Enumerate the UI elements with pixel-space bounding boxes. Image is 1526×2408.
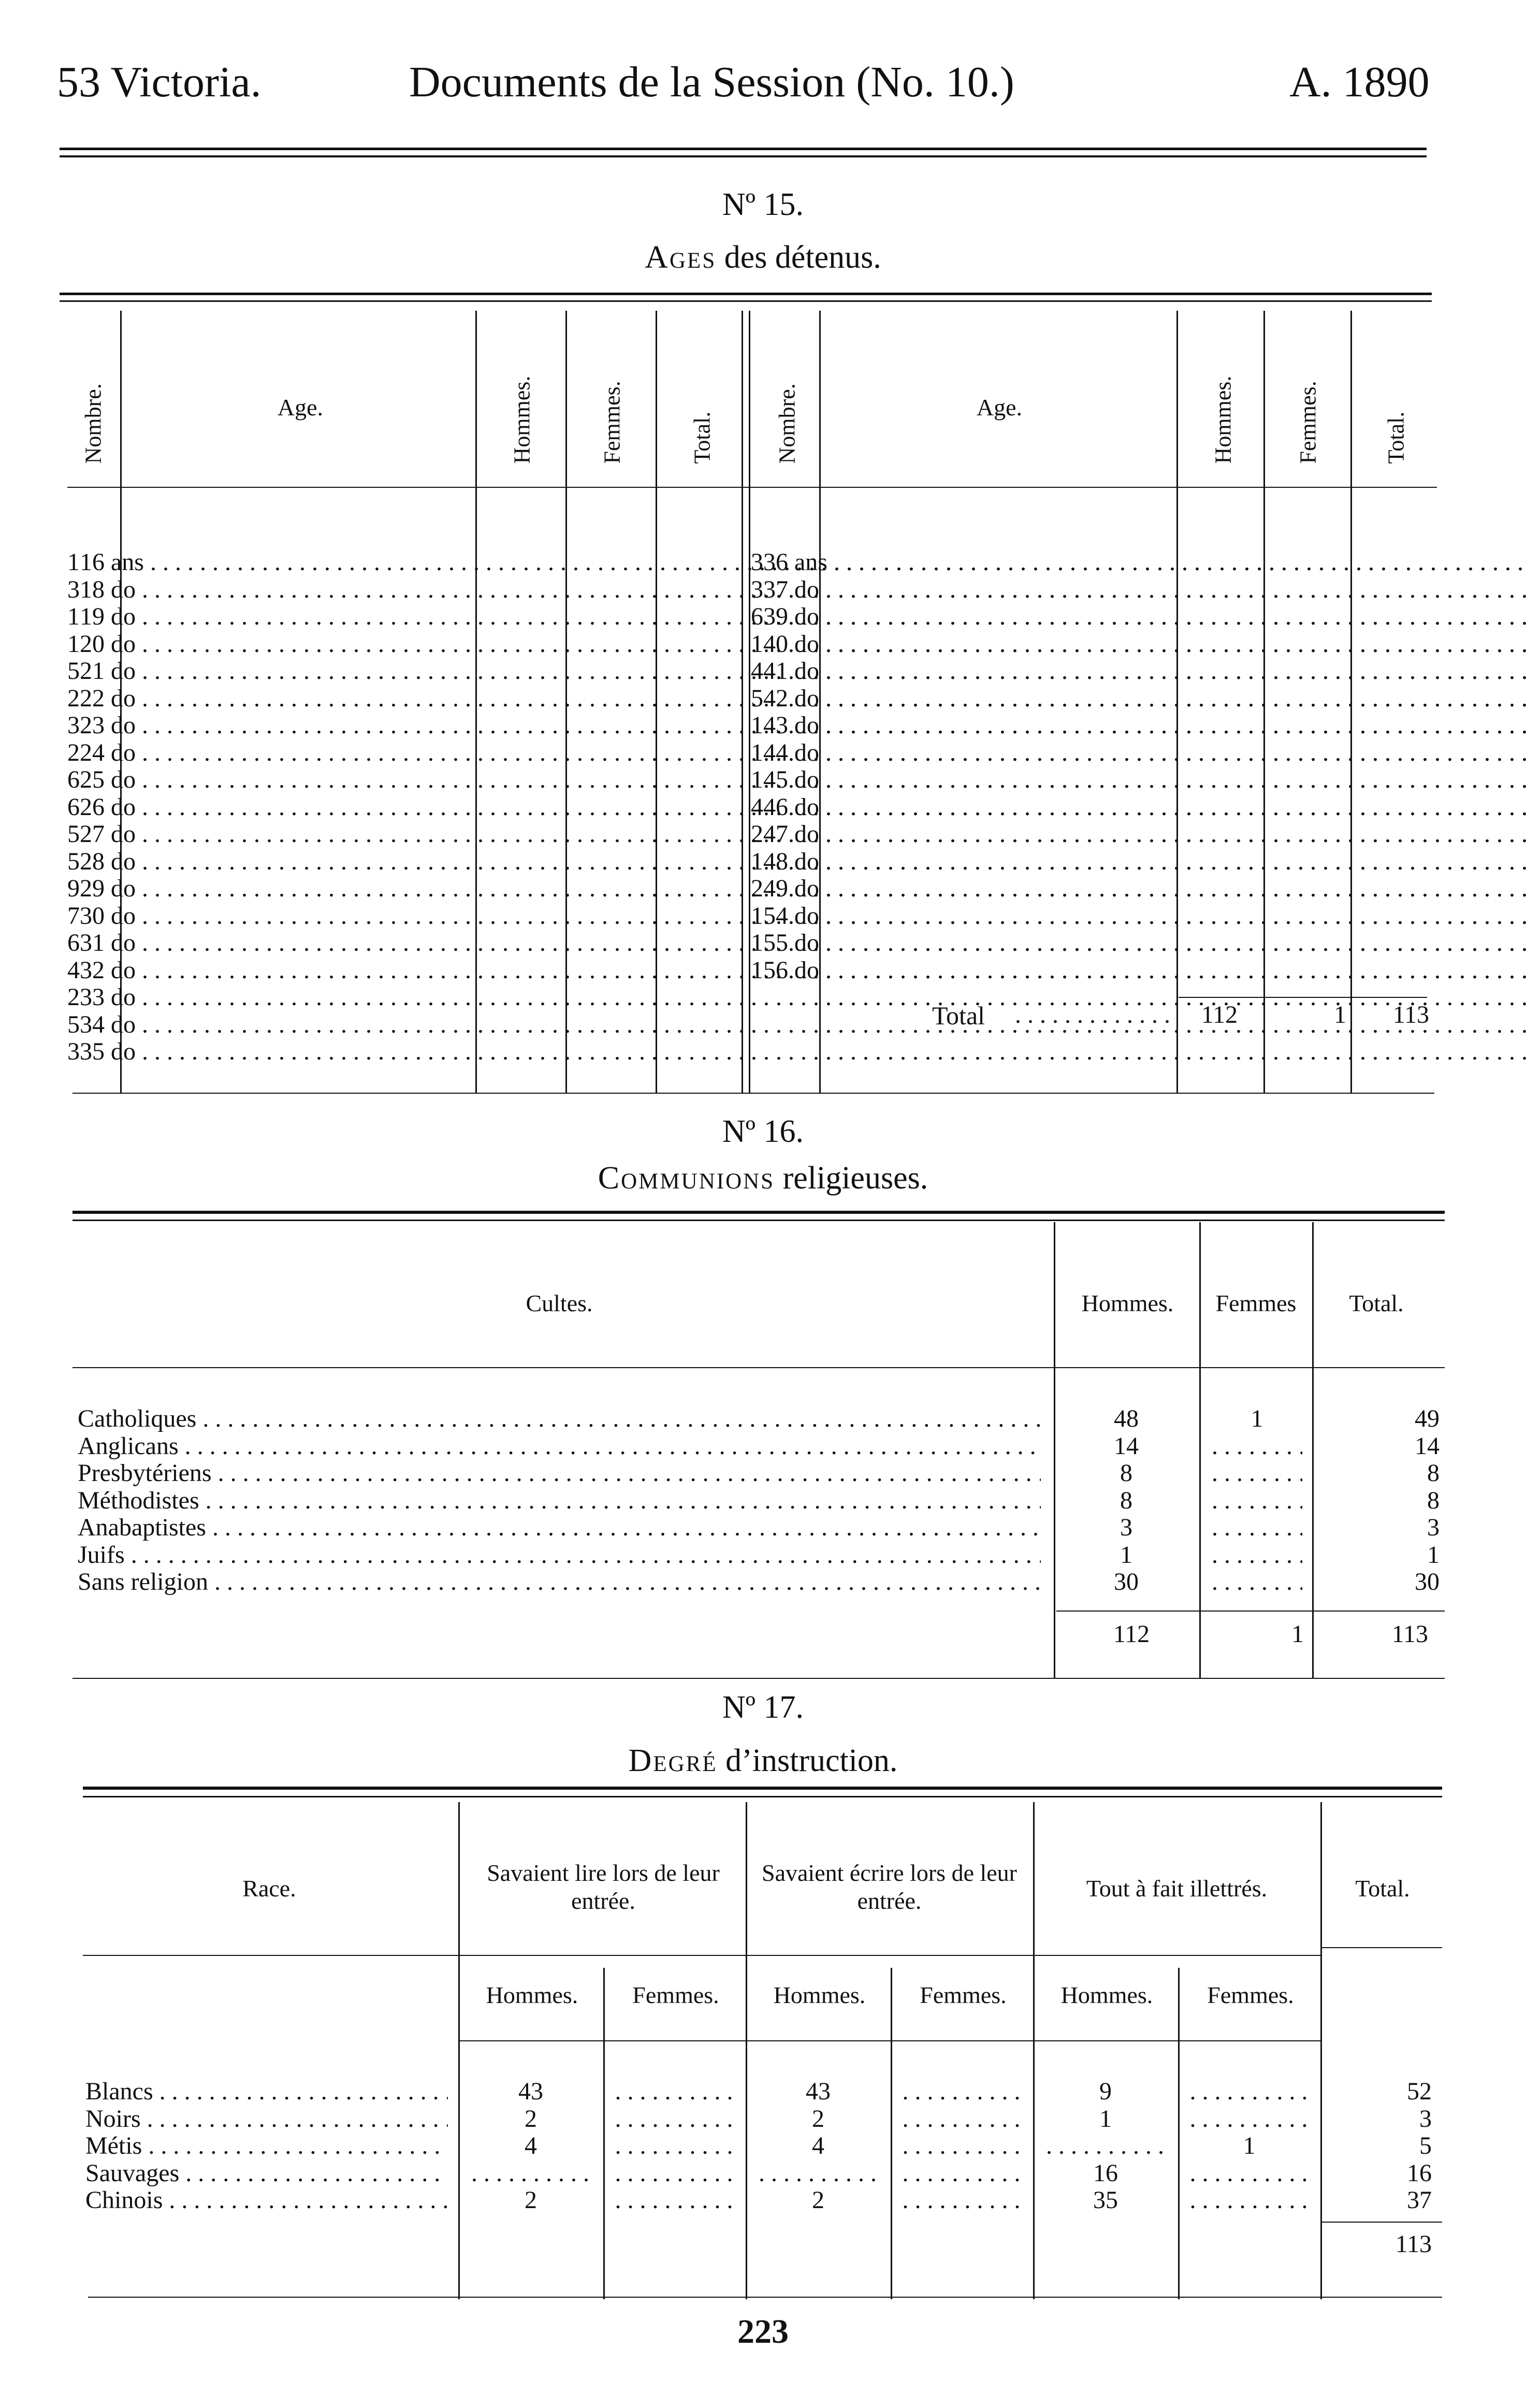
t17-vline xyxy=(1320,1802,1322,2299)
table17-subhead-underline xyxy=(458,2040,1320,2041)
age-cell: 18 do . . . xyxy=(80,576,1526,604)
table16-head-hommes: Hommes. xyxy=(1081,1290,1174,1316)
table16-title-sc: Communions xyxy=(598,1161,775,1196)
nombre-cell: 3 xyxy=(751,548,763,576)
age-cell: 55 do . . . xyxy=(763,930,1526,957)
nombre-cell: 5 xyxy=(67,820,80,848)
illettres-hommes-cell xyxy=(1033,2133,1178,2160)
ecrire-hommes-cell: 4 xyxy=(812,2132,824,2159)
table16-total-total: 113 xyxy=(1391,1620,1428,1648)
table15-number: Nº 15. xyxy=(722,187,804,222)
table15-right-row xyxy=(751,930,1526,957)
total-cell: 16 xyxy=(1407,2159,1432,2187)
nombre-cell: 3 xyxy=(67,575,80,603)
table16-head-femmes: Femmes xyxy=(1215,1290,1297,1316)
age-cell: 32 do . . . xyxy=(80,957,1526,984)
age-cell: 39 do . . . xyxy=(763,603,1526,631)
table15-bottom-rule xyxy=(72,1093,1434,1094)
table16-total-femmes: 1 xyxy=(1291,1620,1304,1648)
femmes-cell xyxy=(1201,1514,1313,1542)
hommes-cell: 3 xyxy=(1120,1514,1132,1541)
lire-femmes-cell xyxy=(603,2133,746,2160)
table15-title-sc: Ages xyxy=(645,240,717,275)
nombre-cell: 1 xyxy=(751,630,763,658)
lire-hommes-cell: 43 xyxy=(518,2078,543,2105)
table15-total-dots xyxy=(1015,1000,1170,1029)
femmes-cell xyxy=(1201,1487,1313,1515)
page-number: 223 xyxy=(737,2313,789,2351)
total-cell: 14 xyxy=(1415,1432,1440,1460)
table17-sub-femmes-illettres: Femmes. xyxy=(1207,1982,1294,2008)
header-left: 53 Victoria. xyxy=(57,58,261,106)
nombre-cell: 6 xyxy=(67,766,80,793)
femmes-cell xyxy=(1201,1433,1313,1460)
nombre-cell: 1 xyxy=(67,548,80,576)
femmes-cell xyxy=(1201,1569,1313,1596)
age-cell: 41 do . . . xyxy=(763,658,1526,685)
table15-right-row xyxy=(751,658,1526,685)
age-cell: 48 do . . . xyxy=(763,848,1526,876)
lire-hommes-cell: 2 xyxy=(525,2105,537,2133)
age-cell: 56 do . . . xyxy=(763,957,1526,984)
culte-cell: Anabaptistes . . . xyxy=(78,1514,1051,1542)
table15-rule-top2 xyxy=(60,300,1432,302)
table16-row xyxy=(78,1514,1440,1542)
table15-right-row xyxy=(751,549,1526,576)
nombre-cell: 1 xyxy=(751,738,763,766)
table17-sub-femmes-ecrire: Femmes. xyxy=(920,1982,1007,2008)
table15-rule-top xyxy=(60,293,1432,295)
total-cell: 3 xyxy=(1427,1514,1440,1541)
table17-head-ecrire: Savaient écrire lors de leur entrée. xyxy=(762,1860,1017,1914)
total-cell: 1 xyxy=(1427,1541,1440,1569)
total-cell: 49 xyxy=(1415,1405,1440,1432)
lire-femmes-cell xyxy=(603,2078,746,2106)
t17-vline xyxy=(1033,1802,1035,2299)
table16-bottom-rule xyxy=(72,1678,1445,1679)
table17-row xyxy=(85,2160,1442,2187)
nombre-cell: 1 xyxy=(751,902,763,930)
age-cell: 20 do . . . xyxy=(80,631,1526,658)
race-cell: Métis . . . xyxy=(85,2133,458,2160)
age-cell: 33 do . . . xyxy=(80,984,1526,1011)
total-cell: 8 xyxy=(1427,1459,1440,1487)
nombre-cell: 4 xyxy=(67,956,80,984)
table16-row xyxy=(78,1405,1440,1433)
table17-bottom-rule xyxy=(88,2297,1442,2298)
age-cell: 47 do . . . xyxy=(763,821,1526,848)
header-rule-bottom xyxy=(60,155,1427,157)
age-cell: 29 do . . . xyxy=(80,875,1526,903)
table17-rule-top2 xyxy=(83,1796,1442,1797)
table16-head-total: Total. xyxy=(1349,1290,1404,1316)
lire-hommes-cell: 4 xyxy=(525,2132,537,2159)
nombre-cell: 5 xyxy=(67,1010,80,1038)
illettres-femmes-cell xyxy=(1178,2187,1320,2214)
femmes-cell xyxy=(1201,1542,1313,1569)
ecrire-femmes-cell xyxy=(891,2160,1033,2187)
nombre-cell: 1 xyxy=(751,956,763,984)
table16-head-underline xyxy=(72,1367,1445,1368)
table15-left-row xyxy=(67,1038,1526,1066)
hommes-cell: 1 xyxy=(1120,1541,1132,1569)
illettres-hommes-cell: 1 xyxy=(1099,2105,1112,2133)
nombre-cell: 1 xyxy=(67,630,80,658)
nombre-cell: 1 xyxy=(751,766,763,793)
total-cell: 5 xyxy=(1419,2132,1432,2159)
table17-title xyxy=(0,1743,1526,1779)
hommes-cell: 30 xyxy=(1114,1568,1139,1595)
table17 xyxy=(85,2078,1442,2214)
lire-femmes-cell xyxy=(603,2187,746,2214)
table16-row xyxy=(78,1487,1440,1515)
total-cell: 3 xyxy=(1419,2105,1432,2133)
age-cell: 19 do . . . xyxy=(80,603,1526,631)
table17-head-total: Total. xyxy=(1355,1875,1410,1902)
nombre-cell: 2 xyxy=(751,820,763,848)
age-cell: 22 do . . . xyxy=(80,685,1526,713)
hommes-cell: 48 xyxy=(1114,1405,1139,1432)
table15-right-row xyxy=(751,903,1526,930)
ecrire-hommes-cell: 2 xyxy=(812,2105,824,2133)
table16-total-hommes: 112 xyxy=(1113,1620,1150,1648)
table16-total-rule xyxy=(1056,1611,1445,1612)
nombre-cell: 2 xyxy=(67,738,80,766)
nombre-cell: 3 xyxy=(751,575,763,603)
table15-total-total: 113 xyxy=(1392,1001,1429,1028)
table17-row xyxy=(85,2133,1442,2160)
lire-femmes-cell xyxy=(603,2160,746,2187)
table17-title-sc: Degré xyxy=(628,1743,718,1778)
table15-right-row xyxy=(751,957,1526,984)
table15-title-rest: des détenus. xyxy=(716,240,881,275)
table15-head-femmes-right: Femmes. xyxy=(1295,381,1321,464)
table16-title-rest: religieuses. xyxy=(775,1161,928,1196)
age-cell: 21 do . . . xyxy=(80,658,1526,685)
table15-right-row xyxy=(751,603,1526,631)
femmes-cell xyxy=(1201,1460,1313,1487)
nombre-cell: 1 xyxy=(67,603,80,630)
femmes-cell: 1 xyxy=(1251,1405,1263,1432)
age-cell: 46 do . . . xyxy=(763,794,1526,821)
illettres-femmes-cell xyxy=(1178,2078,1320,2106)
total-cell: 30 xyxy=(1415,1568,1440,1595)
race-cell: Sauvages . . . xyxy=(85,2160,458,2187)
nombre-cell: 6 xyxy=(751,603,763,630)
lire-hommes-cell: 2 xyxy=(525,2186,537,2214)
table16-rule-top2 xyxy=(72,1220,1445,1221)
table17-head-underline xyxy=(83,1955,1320,1956)
illettres-femmes-cell xyxy=(1178,2160,1320,2187)
table15-right-row xyxy=(751,712,1526,739)
lire-hommes-cell xyxy=(458,2160,603,2187)
table17-row xyxy=(85,2187,1442,2214)
header-rule-top xyxy=(60,148,1427,150)
nombre-cell: 1 xyxy=(751,847,763,875)
age-cell: 27 do . . . xyxy=(80,821,1526,848)
table17-total-rule xyxy=(1320,2222,1442,2223)
race-cell: Noirs . . . xyxy=(85,2106,458,2133)
nombre-cell: 5 xyxy=(67,657,80,685)
nombre-cell: 5 xyxy=(67,847,80,875)
table15-head-femmes-left: Femmes. xyxy=(599,381,625,464)
age-cell: 35 do . . . xyxy=(80,1038,1526,1066)
illettres-femmes-cell xyxy=(1178,2106,1320,2133)
table17-head-underline-total xyxy=(1320,1947,1442,1948)
age-cell: 26 do . . . xyxy=(80,794,1526,821)
race-cell: Blancs . . . xyxy=(85,2078,458,2106)
hommes-cell: 8 xyxy=(1120,1486,1132,1514)
ecrire-hommes-cell xyxy=(746,2160,891,2187)
age-cell: 34 do . . . xyxy=(80,1011,1526,1039)
table15-head-age-right: Age. xyxy=(976,394,1023,420)
nombre-cell: 2 xyxy=(67,684,80,712)
table15-right-row xyxy=(751,766,1526,794)
nombre-cell: 1 xyxy=(751,929,763,956)
table17-sub-hommes-ecrire: Hommes. xyxy=(773,1982,866,2008)
table17-head-lire: Savaient lire lors de leur entrée. xyxy=(487,1860,720,1914)
table17-rule-top xyxy=(83,1787,1442,1790)
table15-right-row xyxy=(751,739,1526,767)
table15-right-row xyxy=(751,576,1526,604)
ecrire-femmes-cell xyxy=(891,2133,1033,2160)
culte-cell: Anglicans . . . xyxy=(78,1433,1051,1460)
hommes-cell: 14 xyxy=(1114,1432,1139,1460)
t17-vline xyxy=(746,1802,747,2299)
table17-grand-total: 113 xyxy=(1395,2230,1432,2258)
age-cell: 40 do . . . xyxy=(763,631,1526,658)
total-cell: 37 xyxy=(1407,2186,1432,2214)
table15-head-underline xyxy=(67,487,1437,488)
table17-number: Nº 17. xyxy=(722,1690,804,1725)
illettres-hommes-cell: 9 xyxy=(1099,2078,1112,2105)
age-cell: 16 ans . . . xyxy=(80,549,1526,576)
table17-sub-hommes-lire: Hommes. xyxy=(486,1982,578,2008)
lire-femmes-cell xyxy=(603,2106,746,2133)
illettres-femmes-cell: 1 xyxy=(1243,2132,1256,2159)
table15-head-total-left: Total. xyxy=(689,411,715,464)
illettres-hommes-cell: 35 xyxy=(1093,2186,1118,2214)
table15-head-age-left: Age. xyxy=(277,394,324,420)
table17-row xyxy=(85,2078,1442,2106)
age-cell: 24 do . . . xyxy=(80,739,1526,767)
table15-right-row xyxy=(751,875,1526,903)
illettres-hommes-cell: 16 xyxy=(1093,2159,1118,2187)
table16-number: Nº 16. xyxy=(722,1114,804,1149)
table15-right xyxy=(751,549,1526,984)
nombre-cell: 3 xyxy=(67,1038,80,1065)
table16-row xyxy=(78,1569,1440,1596)
table15-title xyxy=(0,239,1526,276)
header-right: A. 1890 xyxy=(1289,58,1430,106)
culte-cell: Sans religion . . . xyxy=(78,1569,1051,1596)
table16-title xyxy=(0,1160,1526,1197)
hommes-cell: 8 xyxy=(1120,1459,1132,1487)
table15-right-row xyxy=(751,631,1526,658)
age-cell: 30 do . . . xyxy=(80,903,1526,930)
nombre-cell: 6 xyxy=(67,929,80,956)
total-cell: 52 xyxy=(1407,2078,1432,2105)
table17-row xyxy=(85,2106,1442,2133)
table15-right-row xyxy=(751,821,1526,848)
table15-right-row xyxy=(751,794,1526,821)
nombre-cell: 2 xyxy=(751,875,763,902)
table17-sub-femmes-lire: Femmes. xyxy=(632,1982,719,2008)
table15-right-row xyxy=(751,848,1526,876)
table15-head-hommes-right: Hommes. xyxy=(1210,375,1236,464)
age-cell: 44 do . . . xyxy=(763,739,1526,767)
age-cell: 28 do . . . xyxy=(80,848,1526,876)
nombre-cell: 9 xyxy=(67,875,80,902)
header-center: Documents de la Session (No. 10.) xyxy=(409,58,1014,106)
nombre-cell: 7 xyxy=(67,902,80,930)
culte-cell: Catholiques . . . xyxy=(78,1405,1051,1433)
ecrire-femmes-cell xyxy=(891,2187,1033,2214)
ecrire-hommes-cell: 2 xyxy=(812,2186,824,2214)
table15-head-hommes-left: Hommes. xyxy=(509,375,535,464)
age-cell: 36 ans . . . xyxy=(763,549,1526,576)
table16-head-cultes: Cultes. xyxy=(526,1290,593,1316)
ecrire-hommes-cell: 43 xyxy=(806,2078,831,2105)
age-cell: 31 do . . . xyxy=(80,930,1526,957)
table15-head-total-right: Total. xyxy=(1383,411,1409,464)
culte-cell: Méthodistes . . . xyxy=(78,1487,1051,1515)
table15-total-label: Total xyxy=(932,1001,985,1030)
ecrire-femmes-cell xyxy=(891,2078,1033,2106)
table15-head-nombre-right: Nombre. xyxy=(774,383,800,464)
race-cell: Chinois . . . xyxy=(85,2187,458,2214)
table16 xyxy=(78,1405,1440,1596)
nombre-cell: 4 xyxy=(751,657,763,685)
table16-row xyxy=(78,1460,1440,1487)
table15-total-rule xyxy=(1179,997,1427,998)
table17-sub-hommes-illettres: Hommes. xyxy=(1060,1982,1153,2008)
culte-cell: Presbytériens . . . xyxy=(78,1460,1051,1487)
total-cell: 8 xyxy=(1427,1486,1440,1514)
table15-head-nombre-left: Nombre. xyxy=(80,383,106,464)
culte-cell: Juifs . . . xyxy=(78,1542,1051,1569)
age-cell: 43 do . . . xyxy=(763,712,1526,739)
table16-row xyxy=(78,1433,1440,1460)
table15-right-row xyxy=(751,685,1526,713)
ecrire-femmes-cell xyxy=(891,2106,1033,2133)
nombre-cell: 2 xyxy=(67,983,80,1011)
nombre-cell: 4 xyxy=(751,793,763,821)
age-cell: 54 do . . . xyxy=(763,903,1526,930)
table16-row xyxy=(78,1542,1440,1569)
table15-total-femmes: 1 xyxy=(1334,1001,1346,1028)
table17-head-illettres: Tout à fait illettrés. xyxy=(1086,1875,1268,1902)
table16-rule-top xyxy=(72,1211,1445,1214)
age-cell: 45 do . . . xyxy=(763,766,1526,794)
age-cell: 37 do . . . xyxy=(763,576,1526,604)
table17-head-race: Race. xyxy=(242,1875,296,1902)
age-cell: 49 do . . . xyxy=(763,875,1526,903)
age-cell: 25 do . . . xyxy=(80,766,1526,794)
nombre-cell: 1 xyxy=(751,712,763,739)
nombre-cell: 6 xyxy=(67,793,80,821)
table15-total-hommes: 112 xyxy=(1201,1001,1238,1028)
age-cell: 42 do . . . xyxy=(763,685,1526,713)
table17-title-rest: d’instruction. xyxy=(717,1743,898,1778)
nombre-cell: 5 xyxy=(751,684,763,712)
nombre-cell: 3 xyxy=(67,712,80,739)
t17-vline xyxy=(458,1802,460,2299)
age-cell: 23 do . . . xyxy=(80,712,1526,739)
